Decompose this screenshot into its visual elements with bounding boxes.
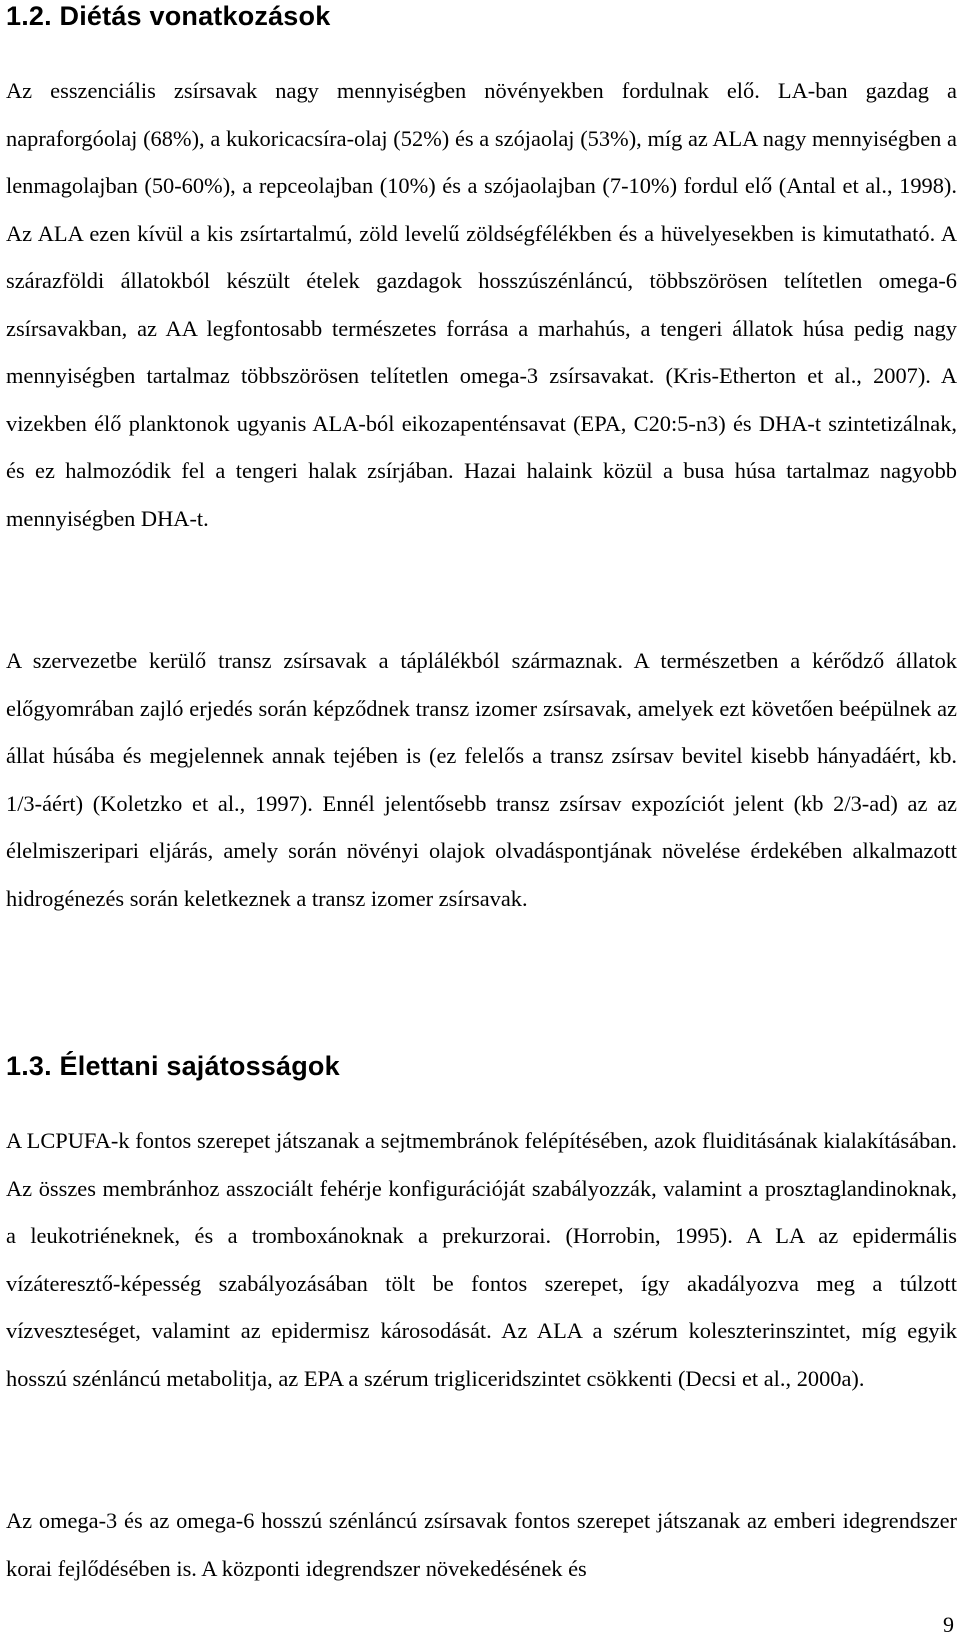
section-heading-physiological-properties: 1.3. Élettani sajátosságok (6, 1051, 340, 1081)
paragraph-nervous-system-development: Az omega-3 és az omega-6 hosszú szénláncú zsírsavak fontos szerepet játszanak az emberi idegrendszer korai fejlődésében is. A központi idegrendszer növekedésének és (6, 1508, 957, 1581)
page-number: 9 (943, 1612, 954, 1637)
paragraph-essential-fatty-acid-sources: Az esszenciális zsírsavak nagy mennyiségben növényekben fordulnak elő. LA-ban gazdag a napraforgóolaj (68%), a kukoricacsíra-olaj (52%) és a szójaolaj (53%), míg az ALA nagy mennyiségben a lenmagolajban (50-60%), a repceolajban (10%) és a szójaolajban (7-10%) fordul elő (Antal et al., 1998). Az ALA ezen kívül a kis zsírtartalmú, zöld levelű zöldségfélékben és a hüvelyesekben is kimutatható. A szárazföldi állatokból készült ételek gazdagok hosszúszénláncú, többszörösen telítetlen omega-6 zsírsavakban, az AA legfontosabb természetes forrása a marhahús, a tengeri állatok húsa pedig nagy mennyiségben tartalmaz többszörösen telítetlen omega-3 zsírsavakat. (Kris-Etherton et al., 2007). A vizekben élő planktonok ugyanis ALA-ból eikozapenténsavat (EPA, C20:5-n3) és DHA-t szintetizálnak, és ez halmozódik fel a tengeri halak zsírjában. Hazai halaink közül a busa húsa tartalmaz nagyobb mennyiségben DHA-t. (6, 78, 957, 531)
section-heading-dietary-aspects: 1.2. Diétás vonatkozások (6, 1, 331, 31)
paragraph-trans-fatty-acids: A szervezetbe kerülő transz zsírsavak a táplálékból származnak. A természetben a kérődző állatok előgyomrában zajló erjedés során képződnek transz izomer zsírsavak, amelyek ezt követően beépülnek az állat húsába és megjelennek annak tejében is (ez felelős a transz zsírsav bevitel kisebb hányadáért, kb. 1/3-áért) (Koletzko et al., 1997). Ennél jelentősebb transz zsírsav expozíciót jelent (kb 2/3-ad) az az élelmiszeripari eljárás, amely során növényi olajok olvadáspontjának növelése érdekében alkalmazott hidrogénezés során keletkeznek a transz izomer zsírsavak. (6, 648, 957, 911)
paragraph-lcpufa-roles: A LCPUFA-k fontos szerepet játszanak a sejtmembránok felépítésében, azok fluiditásának kialakításában. Az összes membránhoz asszociált fehérje konfigurációját szabályozzák, valamint a prosztaglandinoknak, a leukotriéneknek, és a tromboxánoknak a prekurzorai. (Horrobin, 1995). A LA az epidermális vízáteresztő-képesség szabályozásában tölt be fontos szerepet, így akadályozva meg a túlzott vízveszteséget, valamint az epidermisz károsodását. Az ALA a szérum koleszterinszintet, míg egyik hosszú szénláncú metabolitja, az EPA a szérum trigliceridszintet csökkenti (Decsi et al., 2000a). (6, 1128, 957, 1391)
